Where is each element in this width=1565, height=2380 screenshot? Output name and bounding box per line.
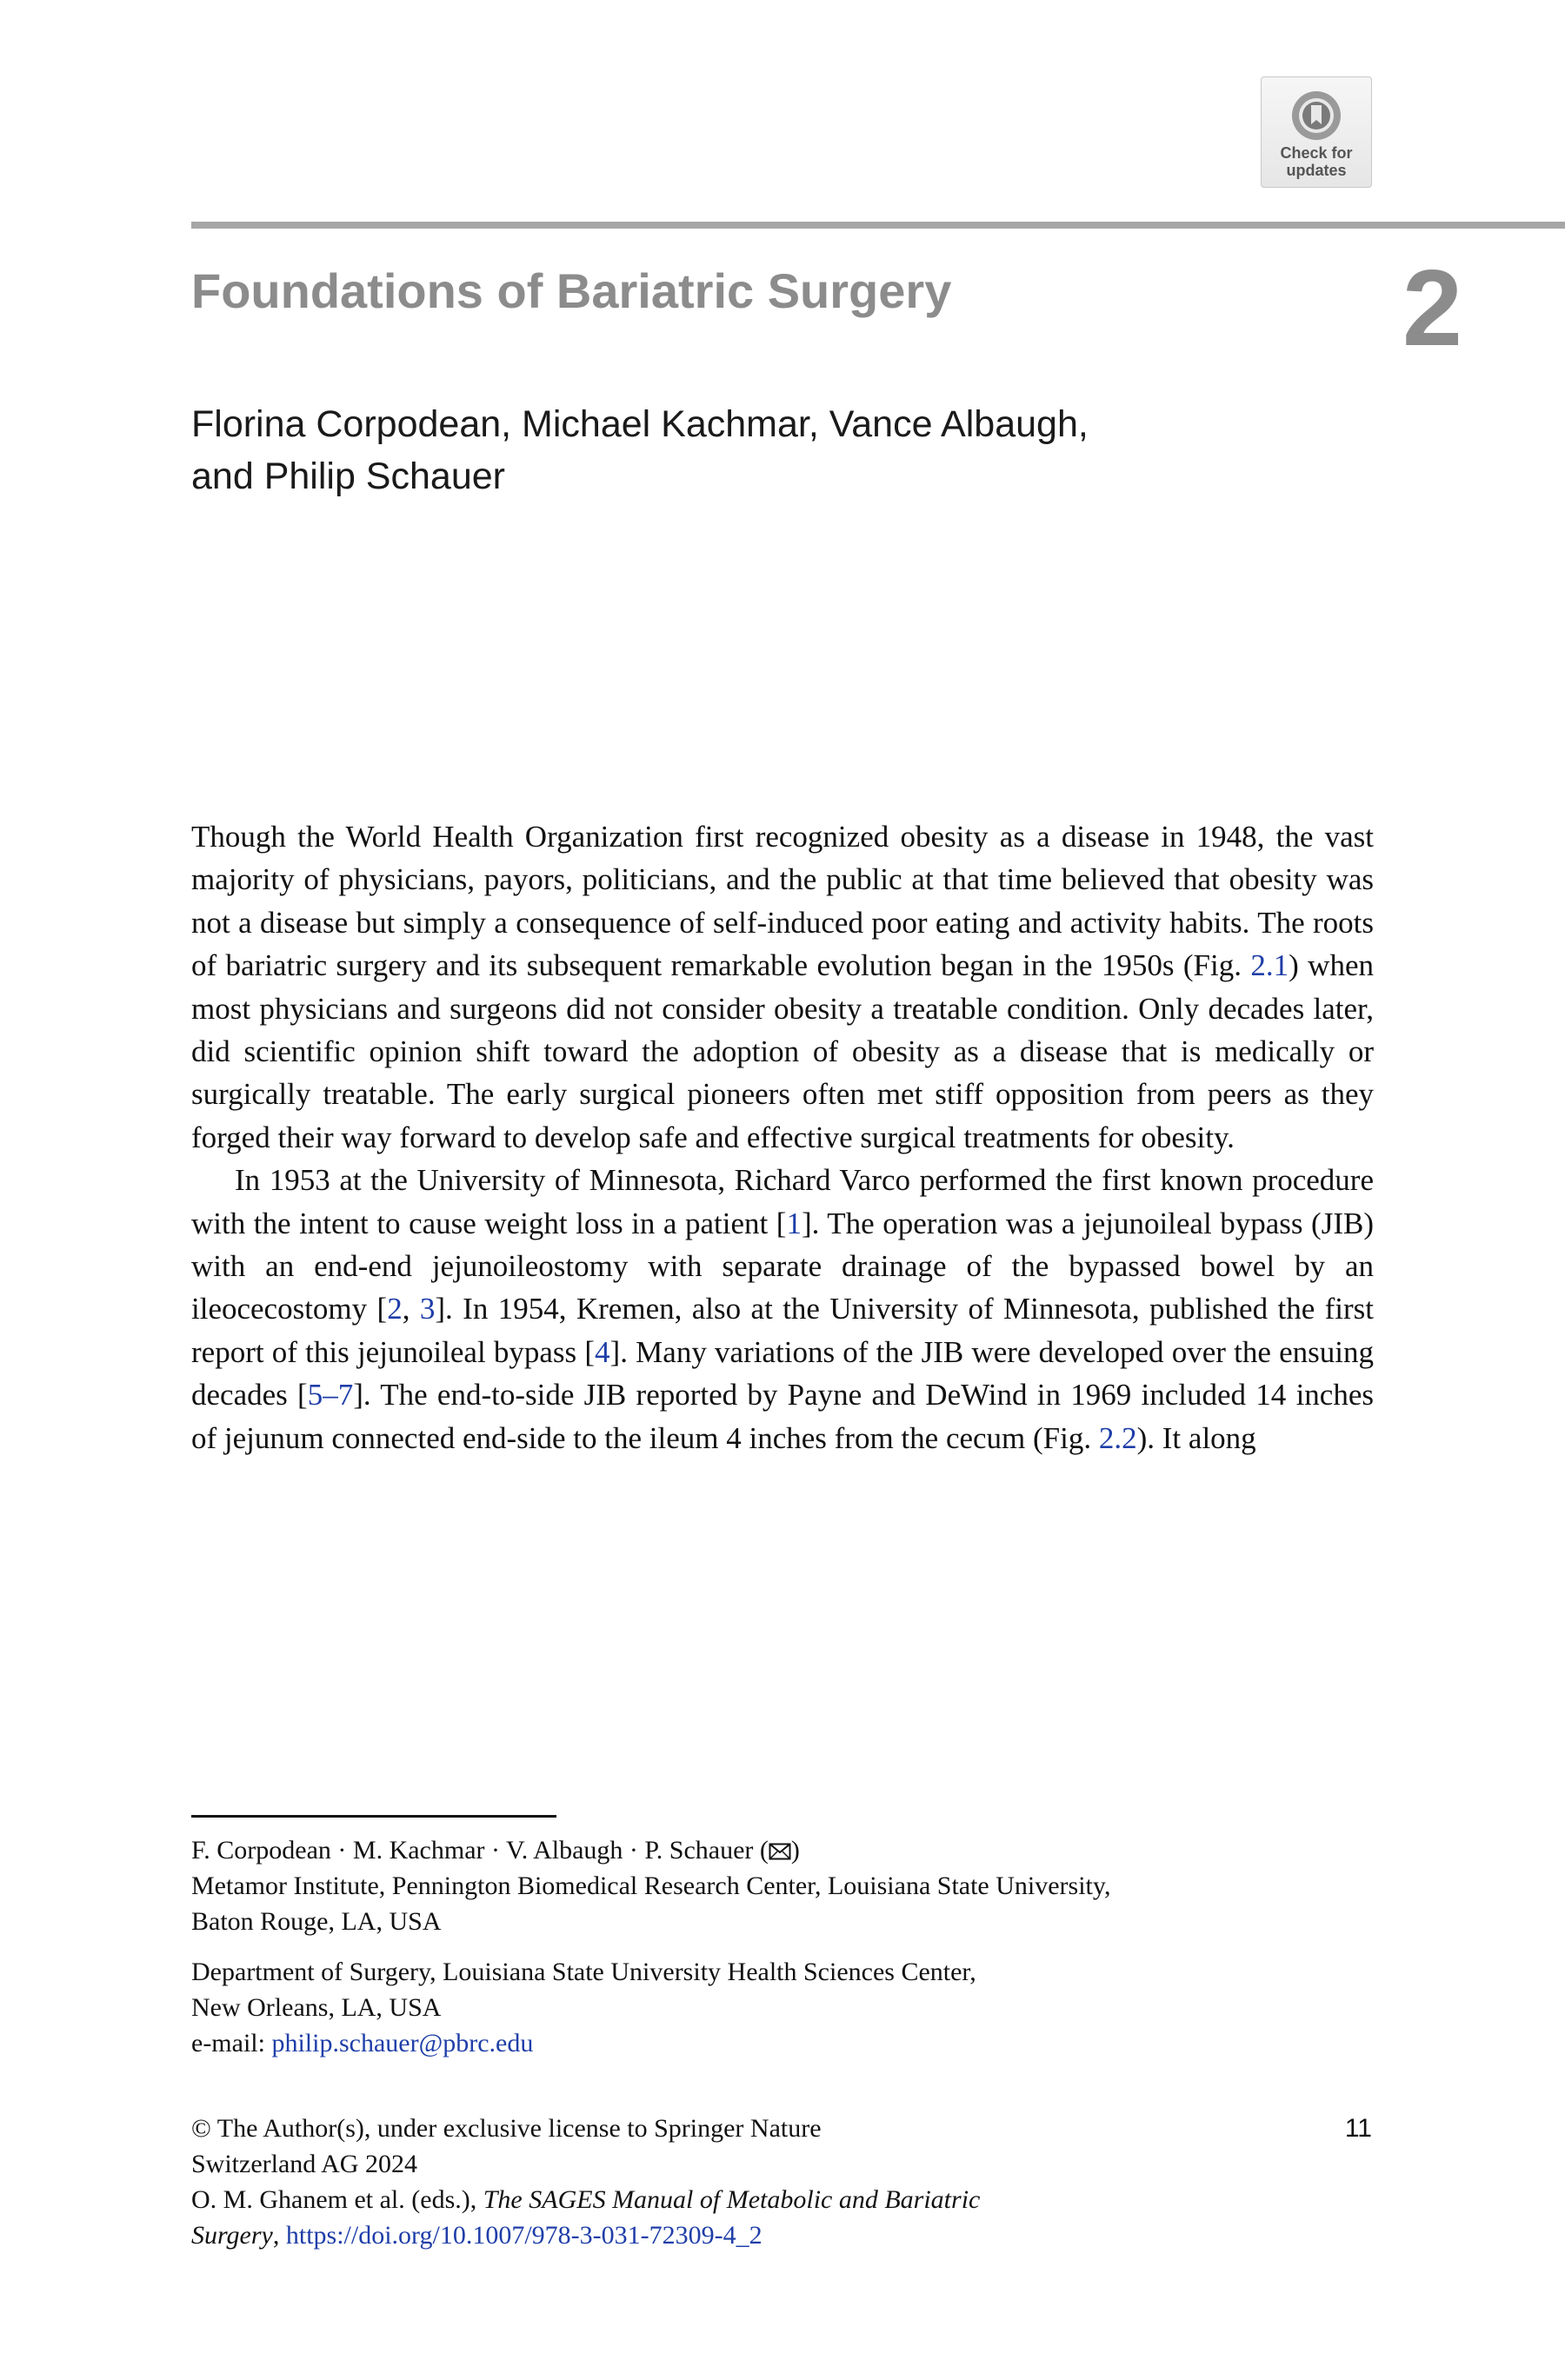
authors-line-2: and Philip Schauer bbox=[191, 455, 505, 497]
citation-ref-1[interactable]: 1 bbox=[786, 1206, 802, 1240]
copyright-line-3 bbox=[191, 2182, 1235, 2217]
editors-text: O. M. Ghanem et al. (eds.), bbox=[191, 2185, 483, 2214]
paragraph-2-text-d: ]. In 1954, Kremen, also at the University of Minnesota, published the first report of this jejunoileal bypass [ bbox=[191, 1292, 1375, 1369]
citation-ref-3[interactable]: 3 bbox=[419, 1292, 436, 1326]
badge-label-line1: Check for bbox=[1280, 144, 1353, 162]
citation-ref-2[interactable]: 2 bbox=[387, 1292, 403, 1326]
copyright-line-2: Switzerland AG 2024 bbox=[191, 2150, 417, 2178]
copyright-block bbox=[191, 2111, 1235, 2253]
footnote-rule bbox=[191, 1815, 556, 1818]
envelope-icon[interactable] bbox=[769, 1842, 791, 1861]
paragraph-2-text-c: , bbox=[402, 1292, 420, 1326]
paragraph-2-text-a: In 1953 at the University of Minnesota, Richard Varco performed the first known procedure with the intent to cause weight loss in a patient [ bbox=[191, 1163, 1374, 1240]
badge-label-line2: updates bbox=[1286, 162, 1347, 179]
email-label: e-mail: bbox=[191, 2029, 272, 2058]
footnote-affiliation-1 bbox=[191, 1832, 1374, 1939]
paragraph-2-text-b: ]. The operation was a jejunoileal bypass (JIB) with an end-end jejunoileostomy with separate drainage of the bypassed bowel by an ileocecostomy [ bbox=[191, 1206, 1374, 1326]
authors-line-1: Florina Corpodean, Michael Kachmar, Vance Albaugh, bbox=[191, 403, 1089, 445]
body-text bbox=[191, 815, 1374, 1459]
copyright-line-1: © The Author(s), under exclusive license to Springer Nature bbox=[191, 2114, 822, 2143]
doi-link[interactable]: https://doi.org/10.1007/978-3-031-72309-4_2 bbox=[285, 2221, 763, 2250]
affiliation-1-line-1: Metamor Institute, Pennington Biomedical Research Center, Louisiana State University, bbox=[191, 1871, 1111, 1900]
chapter-authors bbox=[191, 398, 1235, 502]
chapter-title: Foundations of Bariatric Surgery bbox=[191, 263, 952, 318]
footnote-authors-text: F. Corpodean · M. Kachmar · V. Albaugh · P. Schauer ( bbox=[191, 1836, 769, 1865]
affiliation-2-line-1: Department of Surgery, Louisiana State University Health Sciences Center, bbox=[191, 1958, 976, 1986]
affiliation-2-line-2: New Orleans, LA, USA bbox=[191, 1993, 442, 2022]
paragraph-1-text-b: ) when most physicians and surgeons did not consider obesity a treatable condition. Only decades later, did scientific opinion shift toward the adoption of obesity as a disease that is medically or surgically treatable. The early surgical pioneers often met stiff opposition from peers as they forged their way forward to develop safe and effective surgical treatments for obesity. bbox=[191, 948, 1374, 1154]
check-for-updates-badge[interactable] bbox=[1261, 76, 1372, 188]
email-line bbox=[191, 2025, 1374, 2061]
bookmark-circle-icon bbox=[1289, 88, 1344, 143]
book-title-part-2: Surgery bbox=[191, 2221, 273, 2250]
paragraph-1 bbox=[191, 815, 1374, 1159]
page-number: 11 bbox=[1344, 2114, 1372, 2143]
footnote-authors-close: ) bbox=[790, 1836, 800, 1865]
citation-ref-5-7[interactable]: 5–7 bbox=[307, 1378, 354, 1413]
paragraph-2-text-g: ). It along bbox=[1136, 1420, 1256, 1455]
book-title-part-1: The SAGES Manual of Metabolic and Bariatric bbox=[483, 2185, 981, 2214]
paragraph-1-text-a: Though the World Health Organization first recognized obesity as a disease in 1948, the vast majority of physicians, payors, politicians, and the public at that time believed that obesity was not a disease but simply a consequence of self-induced poor eating and activity habits. The roots of bariatric surgery and its subsequent remarkable evolution began in the 1950s (Fig. bbox=[191, 820, 1374, 983]
copyright-line-4 bbox=[191, 2217, 1235, 2253]
paragraph-2 bbox=[191, 1159, 1374, 1459]
footnote-author-list bbox=[191, 1832, 1374, 1868]
citation-ref-4[interactable]: 4 bbox=[595, 1334, 610, 1369]
paragraph-2-text-f: ]. The end-to-side JIB reported by Payne and DeWind in 1969 included 14 inches of jejunum connected end-side to the ileum 4 inches from the cecum (Fig. bbox=[191, 1378, 1374, 1455]
figure-ref-2-2[interactable]: 2.2 bbox=[1098, 1420, 1137, 1455]
figure-ref-2-1[interactable]: 2.1 bbox=[1250, 948, 1289, 983]
chapter-number: 2 bbox=[1402, 249, 1462, 369]
header-rule bbox=[191, 222, 1565, 229]
doi-separator: , bbox=[272, 2221, 286, 2250]
email-link[interactable]: philip.schauer@pbrc.edu bbox=[271, 2029, 534, 2058]
paragraph-2-text-e: ]. Many variations of the JIB were developed over the ensuing decades [ bbox=[191, 1334, 1374, 1413]
footnote-affiliation-2 bbox=[191, 1954, 1374, 2061]
affiliation-1-line-2: Baton Rouge, LA, USA bbox=[191, 1907, 442, 1936]
